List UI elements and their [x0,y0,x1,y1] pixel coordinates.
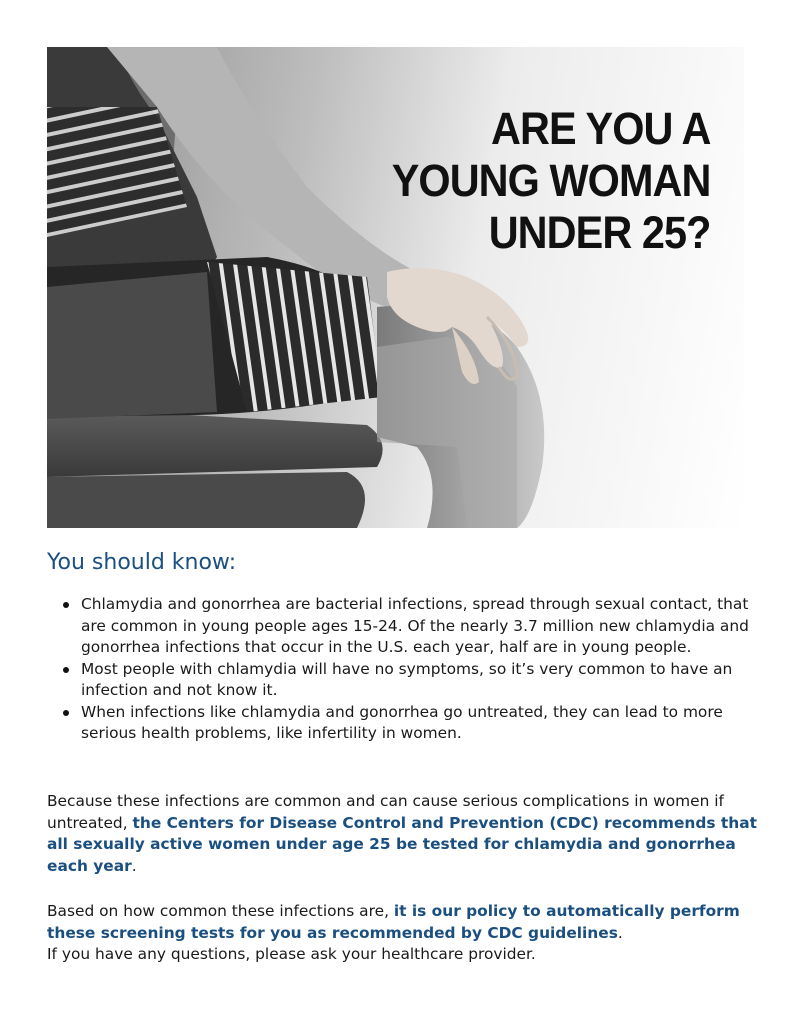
hero-photo [47,47,744,528]
paragraph-text: Because these infections are common and can cause serious complications in women if untreated, [47,792,724,832]
cdc-recommendation-paragraph [47,791,762,877]
headline-line-3: UNDER 25? [488,207,710,258]
list-item: Chlamydia and gonorrhea are bacterial infections, spread through sexual contact, that are common in young people ages 15-24. Of the nearly 3.7 million new chlamydia and gonorrhea infections that occur in the U.S. each year, half are in young people. [62,594,752,659]
headline-line-2: YOUNG WOMAN [391,155,710,206]
paragraph-text: . [131,856,137,875]
paragraph-text: . [617,923,623,942]
closing-text: If you have any questions, please ask your healthcare provider. [47,945,536,963]
headline-line-1: ARE YOU A [490,103,710,154]
paragraph-text: Based on how common these infections are, [47,902,394,920]
hero-headline [391,103,710,259]
list-item: When infections like chlamydia and gonorrhea go untreated, they can lead to more serious health problems, like infertility in women. [62,702,752,745]
cdc-recommendation-highlight: the Centers for Disease Control and Prevention (CDC) recommends that all sexually active women under age 25 be tested for chlamydia and gonorrhea each year [47,813,757,875]
policy-highlight: it is our policy to automatically perform these screening tests for you as recommended by CDC guidelines [47,902,740,942]
facts-list [62,594,752,745]
list-item: Most people with chlamydia will have no symptoms, so it’s very common to have an infection and not know it. [62,659,752,702]
section-title: You should know: [47,550,237,575]
policy-paragraph [47,901,762,966]
